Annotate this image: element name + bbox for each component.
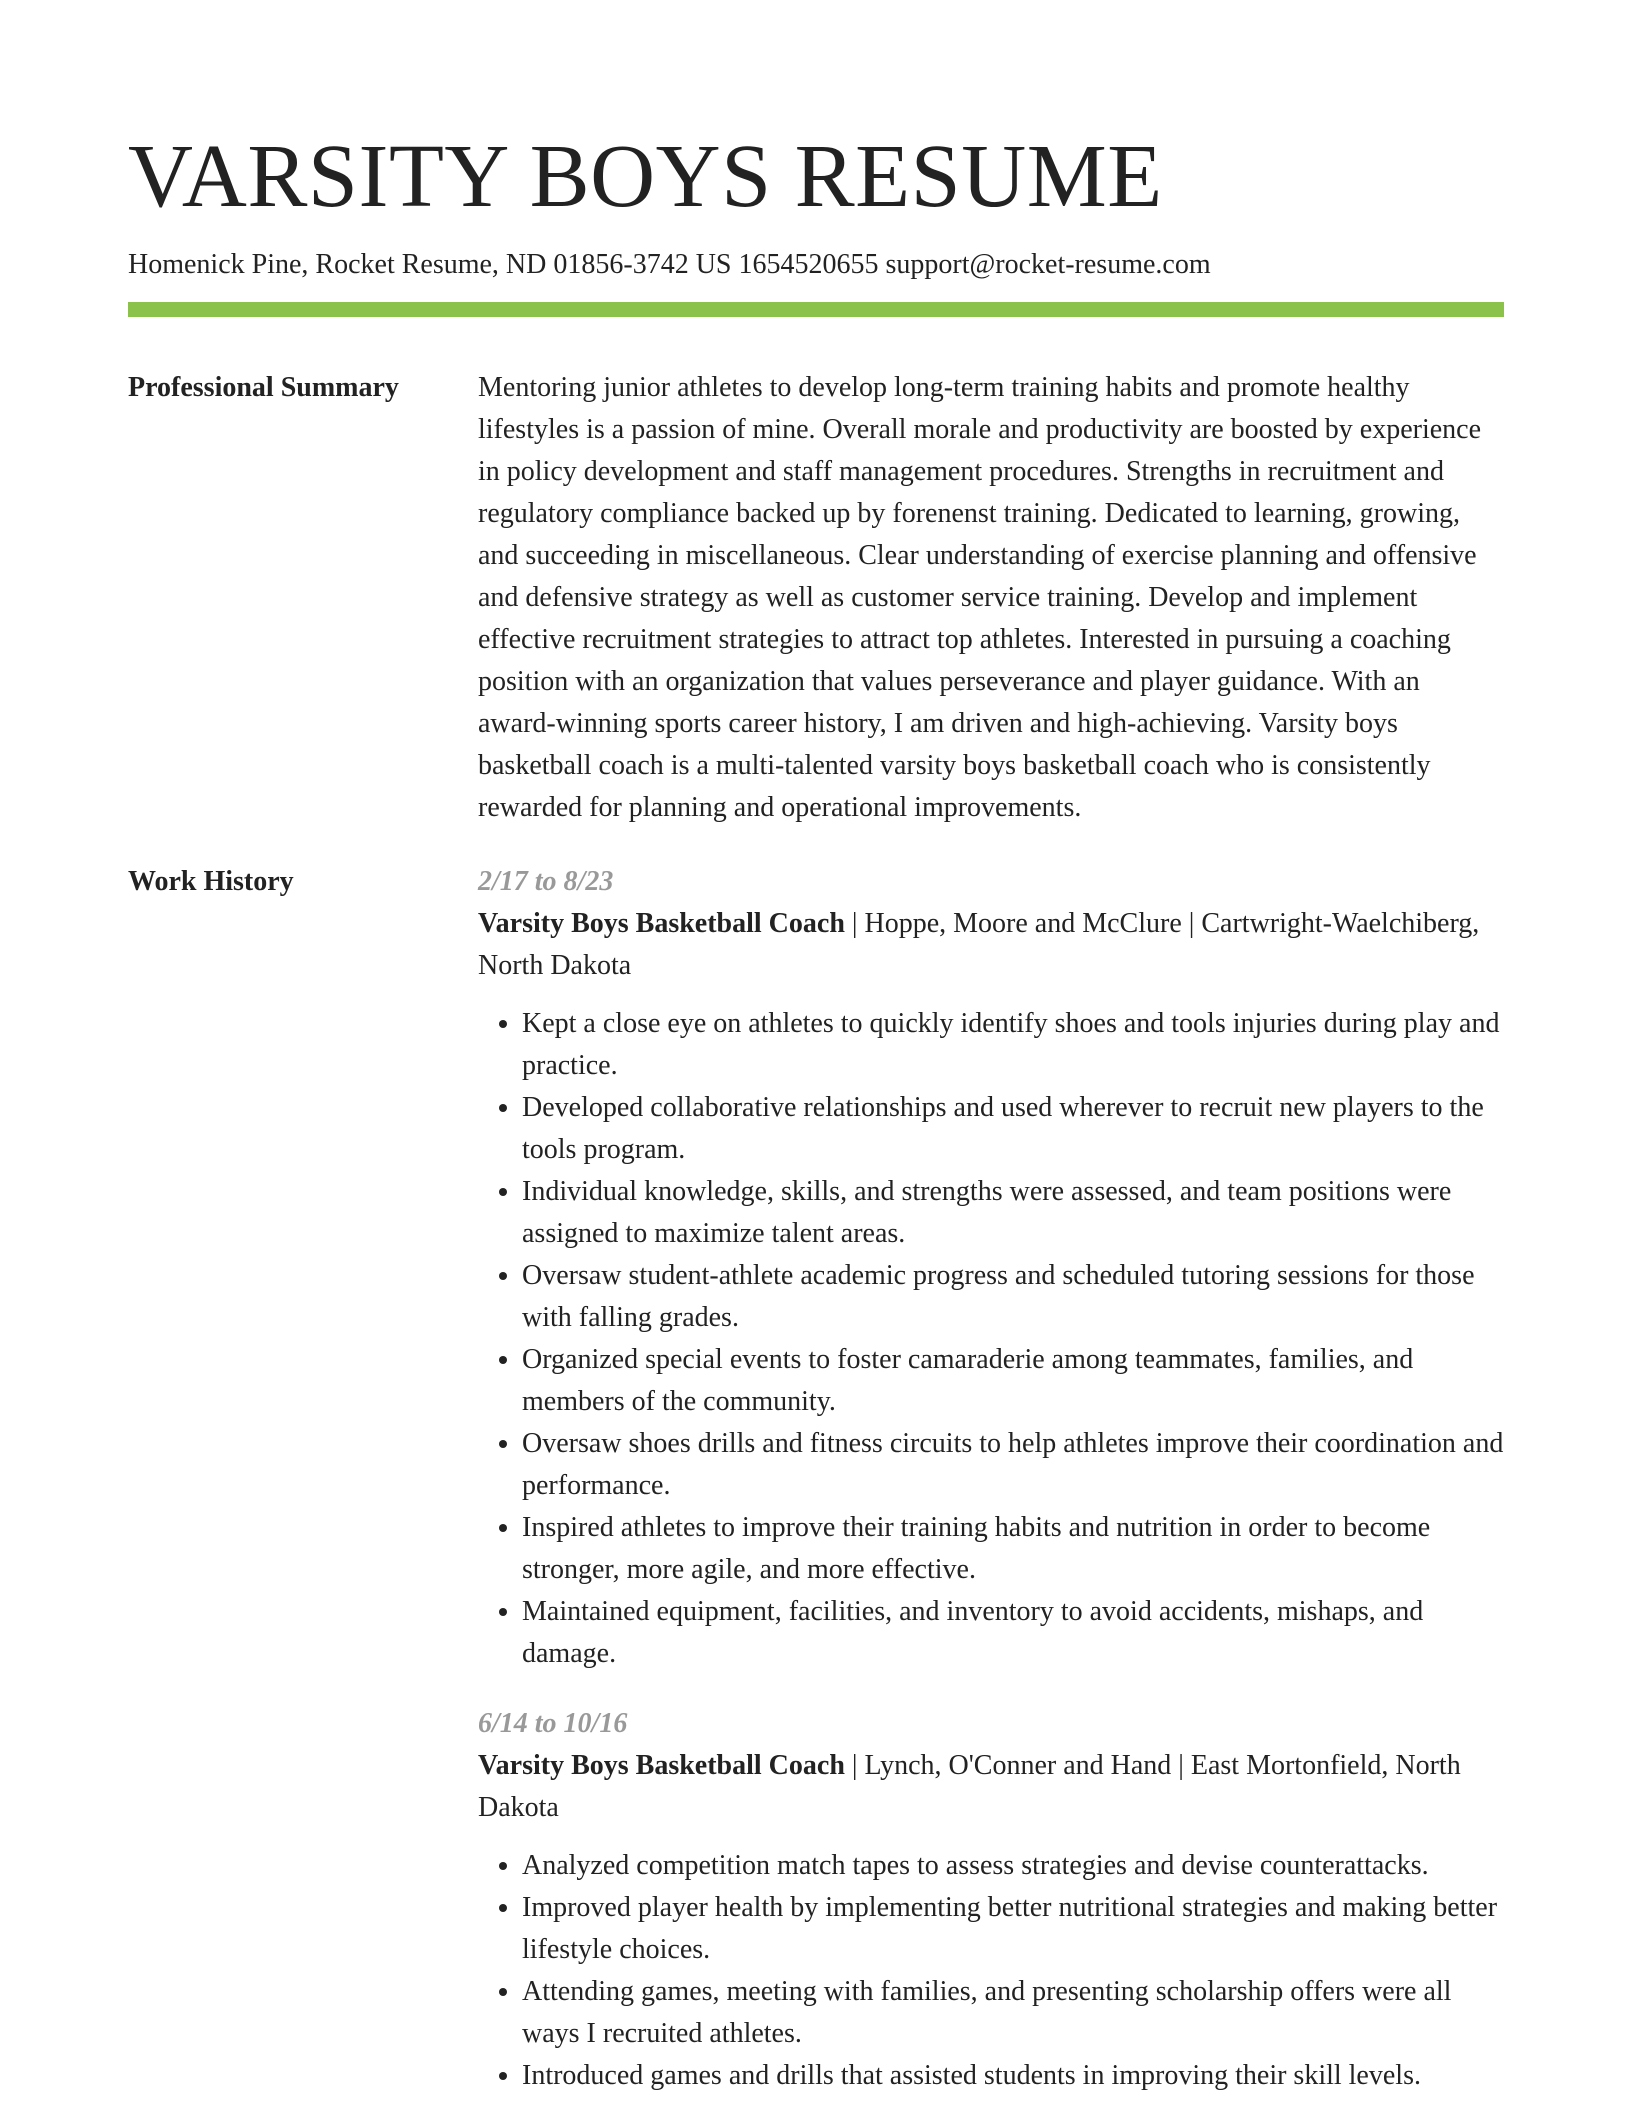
job-duties-list xyxy=(478,1845,1504,2097)
job-duty-item: • Kept a close eye on athletes to quickly identify shoes and tools injuries during play and practice. xyxy=(522,1003,1504,1087)
job-duty-item: • Individual knowledge, skills, and strengths were assessed, and team positions were assigned to maximize talent areas. xyxy=(522,1171,1504,1255)
job-duty-item: • Inspired athletes to improve their training habits and nutrition in order to become stronger, more agile, and more effective. xyxy=(522,1507,1504,1591)
job-heading xyxy=(478,903,1504,987)
job-duty-item: • Organized special events to foster camaraderie among teammates, families, and members of the community. xyxy=(522,1339,1504,1423)
job-entry xyxy=(478,861,1504,1675)
job-entry xyxy=(478,1703,1504,2097)
job-duty-item: • Improved player health by implementing better nutritional strategies and making better lifestyle choices. xyxy=(522,1887,1504,1971)
job-duty-item: • Oversaw shoes drills and fitness circuits to help athletes improve their coordination and performance. xyxy=(522,1423,1504,1507)
job-heading xyxy=(478,1745,1504,1829)
work-history-heading: Work History xyxy=(128,865,294,897)
job-dates: 2/17 to 8/23 xyxy=(478,865,614,897)
job-duty-item: • Maintained equipment, facilities, and inventory to avoid accidents, mishaps, and damage. xyxy=(522,1591,1504,1675)
work-history-section xyxy=(128,861,1504,2125)
summary-body xyxy=(478,367,1504,829)
job-duty-item: • Developed collaborative relationships and used wherever to recruit new players to the tools program. xyxy=(522,1087,1504,1171)
contact-line: Homenick Pine, Rocket Resume, ND 01856-3742 US 1654520655 support@rocket-resume.com xyxy=(128,249,1211,280)
job-dates: 6/14 to 10/16 xyxy=(478,1707,628,1739)
job-employer-location: | Lynch, O'Conner and Hand | East Mortonfield, North Dakota xyxy=(478,1749,1461,1823)
work-history-body xyxy=(478,861,1504,2125)
job-title: Varsity Boys Basketball Coach xyxy=(478,1749,845,1781)
resume-name: VARSITY BOYS RESUME xyxy=(128,127,1163,226)
job-duty-item: • Introduced games and drills that assisted students in improving their skill levels. xyxy=(522,2055,1504,2097)
job-employer-location: | Hoppe, Moore and McClure | Cartwright-Waelchiberg, North Dakota xyxy=(478,907,1480,981)
job-duty-item: • Attending games, meeting with families, and presenting scholarship offers were all ways I recruited athletes. xyxy=(522,1971,1504,2055)
job-title: Varsity Boys Basketball Coach xyxy=(478,907,845,939)
job-duty-item: • Oversaw student-athlete academic progress and scheduled tutoring sessions for those with falling grades. xyxy=(522,1255,1504,1339)
summary-heading: Professional Summary xyxy=(128,371,399,403)
summary-text: Mentoring junior athletes to develop long-term training habits and promote healthy lifestyles is a passion of mine. Overall morale and productivity are boosted by experience in policy development and staff management procedures. Strengths in recruitment and regulatory compliance backed up by forenenst training. Dedicated to learning, growing, and succeeding in miscellaneous. Clear understanding of exercise planning and offensive and defensive strategy as well as customer service training. Develop and implement effective recruitment strategies to attract top athletes. Interested in pursuing a coaching position with an organization that values perseverance and player guidance. With an award-winning sports career history, I am driven and high-achieving. Varsity boys basketball coach is a multi-talented varsity boys basketball coach who is consistently rewarded for planning and operational improvements. xyxy=(478,371,1482,823)
job-duties-list xyxy=(478,1003,1504,1675)
summary-section xyxy=(128,367,1504,829)
job-duty-item: • Analyzed competition match tapes to assess strategies and devise counterattacks. xyxy=(522,1845,1504,1887)
accent-divider xyxy=(128,302,1504,317)
